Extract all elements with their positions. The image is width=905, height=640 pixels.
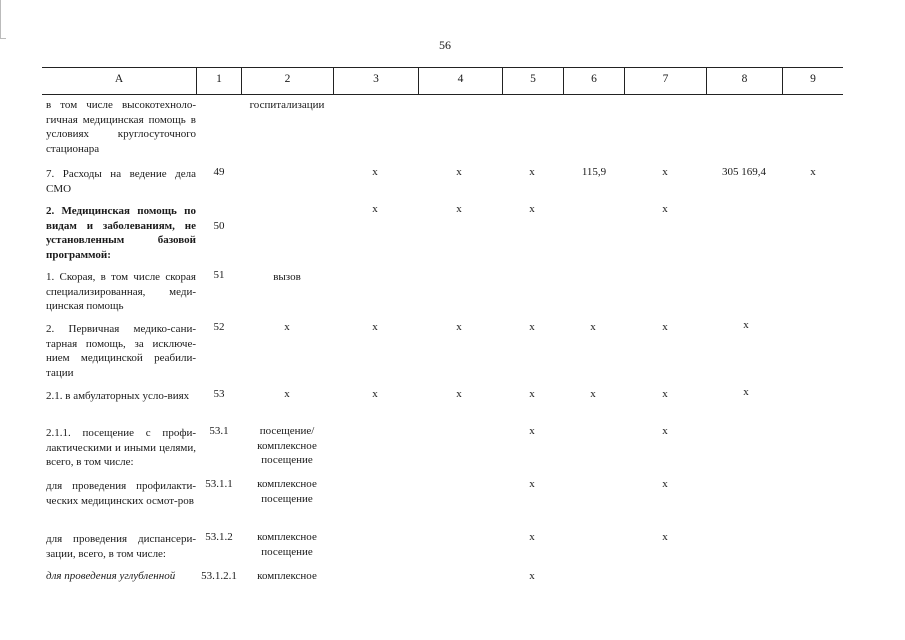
cell-col-7: x	[662, 425, 668, 437]
page-number: 56	[439, 38, 451, 52]
cell-col-5: x	[529, 203, 535, 215]
row-unit: госпитализации	[249, 99, 325, 111]
cell-col-4: x	[456, 166, 462, 178]
cell-col-5: x	[529, 531, 535, 543]
cell-col-8: x	[743, 319, 749, 331]
table-header-bottom-border	[42, 94, 843, 95]
row-code: 50	[213, 220, 225, 232]
cell-col-6: 115,9	[581, 166, 607, 178]
cell-col-9: x	[810, 166, 816, 178]
header-col-9: 9	[810, 73, 816, 85]
header-col-6: 6	[591, 73, 597, 85]
row-description: 2. Медицинская помощь по видам и заболеваниям, не установленным базовой программой:	[46, 205, 196, 261]
row-unit: вызов	[273, 271, 301, 283]
cell-col-7: x	[662, 478, 668, 490]
cell-col-4: x	[456, 321, 462, 333]
cell-col-7: x	[662, 321, 668, 333]
row-description: 2.1.1. посещение с профи-лактическими и иными целями, всего, в том числе:	[46, 427, 196, 468]
row-unit: комплексное посещение	[257, 531, 317, 558]
scan-edge-mark	[0, 38, 6, 39]
scan-edge-mark	[0, 0, 1, 38]
row-code: 53.1.2.1	[201, 570, 237, 582]
cell-col-8: 305 169,4	[722, 166, 766, 178]
cell-col-7: x	[662, 203, 668, 215]
row-description: 2. Первичная медико-сани-тарная помощь, за исключе-нием медицинской реабили-тации	[46, 323, 196, 379]
row-unit: x	[284, 321, 290, 333]
cell-col-6: x	[590, 388, 596, 400]
cell-col-5: x	[529, 321, 535, 333]
table-header-top-border	[42, 67, 843, 68]
cell-col-7: x	[662, 388, 668, 400]
cell-col-8: x	[743, 386, 749, 398]
row-unit: посещение/ комплексное посещение	[257, 425, 317, 466]
row-description: 2.1. в амбулаторных усло-виях	[46, 390, 190, 402]
cell-col-3: x	[372, 166, 378, 178]
cell-col-3: x	[372, 203, 378, 215]
row-description: для проведения профилакти-ческих медицинских осмот-ров	[46, 480, 196, 507]
cell-col-3: x	[372, 388, 378, 400]
cell-col-5: x	[529, 478, 535, 490]
row-code: 53.1.2	[205, 531, 233, 543]
row-unit: комплексное	[257, 570, 317, 582]
header-col-a: А	[114, 73, 124, 85]
header-col-3: 3	[373, 73, 379, 85]
cell-col-7: x	[662, 166, 668, 178]
cell-col-6: x	[590, 321, 596, 333]
row-description: 7. Расходы на ведение дела СМО	[46, 168, 196, 195]
header-col-8: 8	[741, 73, 748, 85]
row-description: для проведения диспансери-зации, всего, в том числе:	[46, 533, 196, 560]
row-code: 49	[213, 166, 225, 178]
header-col-7: 7	[662, 73, 669, 85]
cell-col-5: x	[529, 425, 535, 437]
cell-col-3: x	[372, 321, 378, 333]
header-col-2: 2	[284, 73, 291, 85]
header-col-1: 1	[216, 73, 222, 85]
row-description: 1. Скорая, в том числе скорая специализированная, меди-цинская помощь	[46, 271, 196, 312]
row-description: для проведения углубленной	[46, 570, 176, 582]
cell-col-5: x	[529, 570, 535, 582]
header-col-4: 4	[457, 73, 464, 85]
row-description: в том числе высокотехноло-гичная медицинская помощь в условиях круглосуточного стационара	[46, 99, 196, 155]
cell-col-5: x	[529, 388, 535, 400]
row-code: 51	[213, 269, 225, 281]
cell-col-5: x	[529, 166, 535, 178]
row-unit: x	[284, 388, 290, 400]
row-code: 53.1	[209, 425, 229, 437]
header-col-5: 5	[530, 73, 536, 85]
cell-col-4: x	[456, 388, 462, 400]
cell-col-4: x	[456, 203, 462, 215]
row-unit: комплексное посещение	[257, 478, 317, 505]
row-code: 52	[213, 321, 225, 333]
row-code: 53.1.1	[205, 478, 233, 490]
row-code: 53	[213, 388, 225, 400]
cell-col-7: x	[662, 531, 668, 543]
